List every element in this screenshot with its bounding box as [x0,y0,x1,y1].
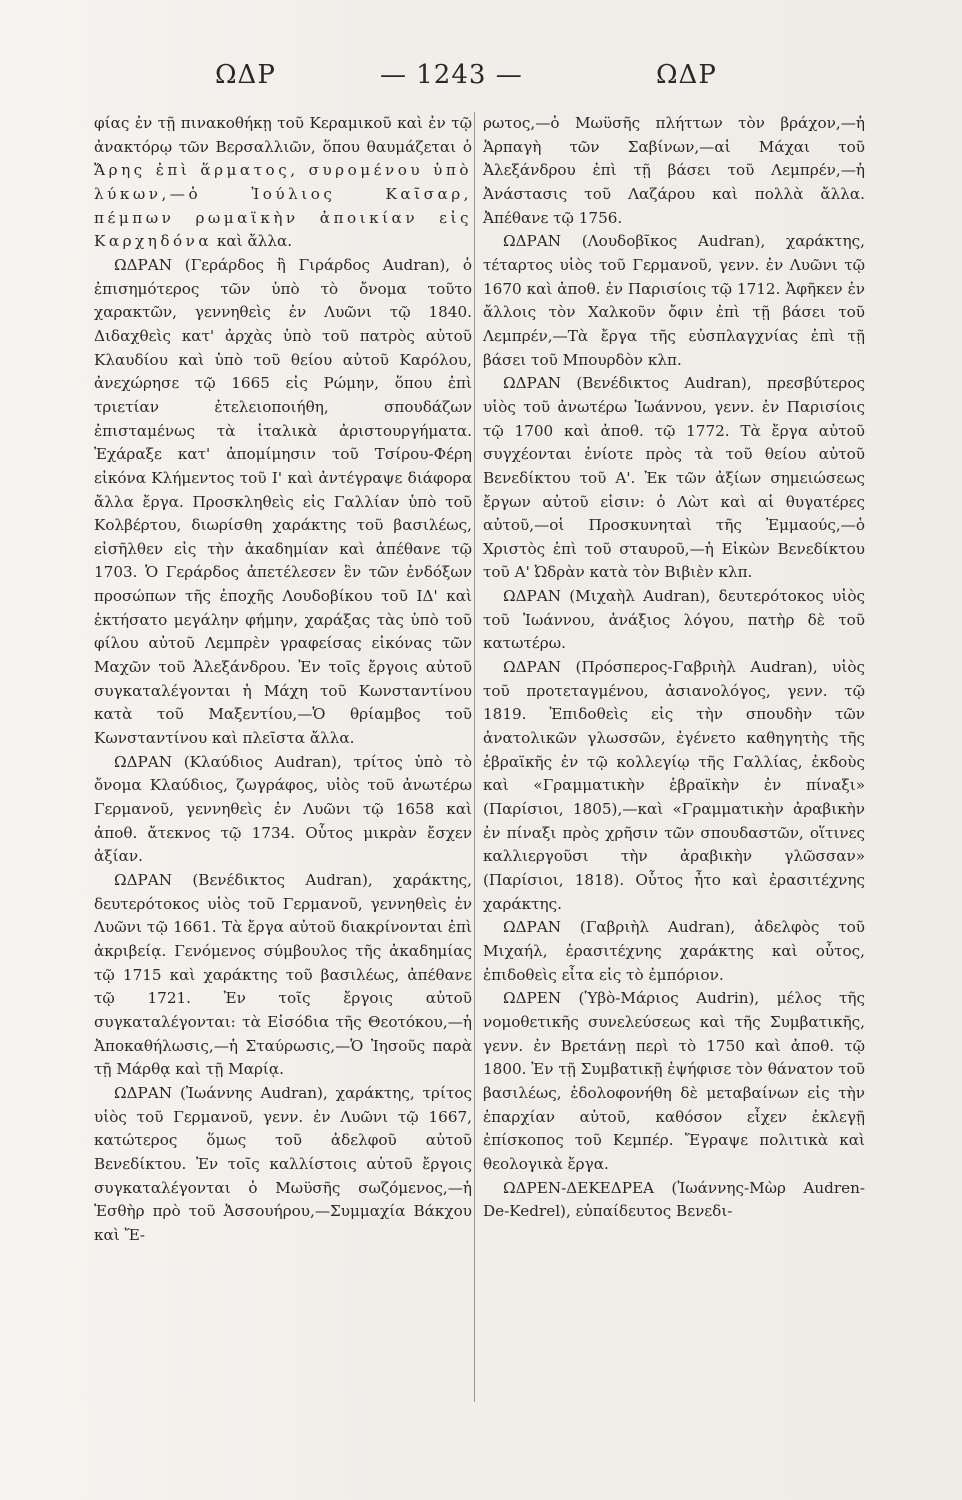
page-header [0,60,962,100]
entry-venediktos-b: ΩΔΡΑΝ (Βενέδικτος Audran), πρεσβύτερος υἱὸς τοῦ ἀνωτέρω Ἰωάννου, γενν. ἐν Παρισίοις τῷ 1700 καὶ ἀποθ. τῷ 1772. Τὰ ἔργα αὐτοῦ συγχέονται ἐνίοτε πρὸς τὰ τοῦ θείου αὐτοῦ Βενεδίκτου τοῦ Α'. Ἐκ τῶν ἀξίων σημειώσεως ἔργων αὐτοῦ εἰσιν: ὁ Λὼτ καὶ αἱ θυγατέρες αὐτοῦ,—οἱ Προσκυνηταὶ τῆς Ἐμμαούς,—ὁ Χριστὸς ἐπὶ τοῦ σταυροῦ,—ἡ Εἰκὼν Βενεδίκτου τοῦ Α' Ὠδρὰν κατὰ τὸν Βιβιὲν κλπ. [483,374,865,582]
entry-odren-yvo: ΩΔΡΕΝ (Ὑβὸ-Μάριος Audrin), μέλος τῆς νομοθετικῆς συνελεύσεως καὶ τῆς Συμβατικῆς, γενν. ἐν Βρετάνῃ περὶ τὸ 1750 καὶ ἀποθ. τῷ 1800. Ἐν τῇ Συμβατικῇ ἐψήφισε τὸν θάνατον τοῦ βασιλέως, ἐδολοφονήθη δὲ μεταβαίνων εἰς τὴν ἐπαρχίαν αὐτοῦ, καθόσον εἶχεν ἐκλεγῇ ἐπίσκοπος τοῦ Κεμπέρ. Ἔγραψε πολιτικὰ καὶ θεολογικὰ ἔργα. [483,989,865,1173]
entry-klaudios: ΩΔΡΑΝ (Κλαύδιος Audran), τρίτος ὑπὸ τὸ ὄνομα Κλαύδιος, ζωγράφος, υἱὸς τοῦ ἀνωτέρω Γερμανοῦ, γεννηθεὶς ἐν Λυῶνι τῷ 1658 καὶ ἀποθ. ἄτεκνος τῷ 1734. Οὗτος μικρὰν ἔσχεν ἀξίαν. [94,752,472,866]
entry-ioannis: ΩΔΡΑΝ (Ἰωάννης Audran), χαράκτης, τρίτος υἱὸς τοῦ Γερμανοῦ, γενν. ἐν Λυῶνι τῷ 1667, κατώτερος ὅμως τοῦ ἀδελφοῦ αὐτοῦ Βενεδίκτου. Ἐν τοῖς καλλίστοις αὐτοῦ ἔργοις συγκαταλέγονται ὁ Μωϋσῆς σωζόμενος,—ἡ Ἐσθὴρ πρὸ τοῦ Ἀσσουήρου,—Συμμαχία Βάκχου καὶ Ἔ- [94,1083,472,1244]
left-cont-end: καὶ ἄλλα. [212,232,293,251]
header-left-word: ΩΔΡ [215,60,276,90]
left-column [94,112,472,1248]
entry-venediktos: ΩΔΡΑΝ (Βενέδικτος Audran), χαράκτης, δευτερότοκος υἱὸς τοῦ Γερμανοῦ, γεννηθεὶς ἐν Λυῶνι τῷ 1661. Τὰ ἔργα αὐτοῦ διακρίνονται ἐπὶ ἀκριβείᾳ. Γενόμενος σύμβουλος τῆς ἀκαδημίας τῷ 1715 καὶ χαράκτης τοῦ βασιλέως, ἀπέθανε τῷ 1721. Ἐν τοῖς ἔργοις αὐτοῦ συγκαταλέγονται: τὰ Εἰσόδια τῆς Θεοτόκου,—ἡ Ἀποκαθήλωσις,—ἡ Σταύρωσις,—Ὁ Ἰησοῦς παρὰ τῇ Μάρθᾳ καὶ τῇ Μαρίᾳ. [94,871,472,1079]
entry-odren-dekedrea: ΩΔΡΕΝ-ΔΕΚΕΔΡΕΑ (Ἰωάννης-Μὼρ Audren-De-Kedrel), εὐπαίδευτος Βενεδι- [483,1178,865,1221]
right-cont: ρωτος,—ὁ Μωϋσῆς πλήττων τὸν βράχον,—ἡ Ἁρπαγὴ τῶν Σαβίνων,—αἱ Μάχαι τοῦ Ἀλεξάνδρου ἐπὶ τῇ βάσει τοῦ Λεμπρέν,—ἡ Ἀνάστασις τοῦ Λαζάρου καὶ πολλὰ ἄλλα. Ἀπέθανε τῷ 1756. [483,114,865,227]
entry-prosperos: ΩΔΡΑΝ (Πρόσπερος-Γαβριὴλ Audran), υἱὸς τοῦ προτεταγμένου, ἀσιανολόγος, γενν. τῷ 1819. Ἐπιδοθεὶς εἰς τὴν σπουδὴν τῶν ἀνατολικῶν γλωσσῶν, ἐγένετο καθηγητὴς τῆς ἑβραϊκῆς ἐν τῷ κολλεγίῳ τῆς Γαλλίας, ἐκδοὺς καὶ «Γραμματικὴν ἑβραϊκὴν ἐν πίναξι» (Παρίσιοι, 1805),—καὶ «Γραμματικὴν ἀραβικὴν ἐν πίναξι πρὸς χρῆσιν τῶν σπουδαστῶν, οἵτινες καλλιεργοῦσι τὴν ἀραβικὴν γλῶσσαν» (Παρίσιοι, 1818). Οὗτος ἦτο καὶ ἐρασιτέχνης χαράκτης. [483,658,865,913]
right-column [483,112,865,1224]
left-cont-start: φίας ἐν τῇ πινακοθήκῃ τοῦ Κεραμικοῦ καὶ ἐν τῷ ἀνακτόρῳ τῶν Βερσαλλιῶν, ὅπου θαυμάζεται ὁ [94,114,472,156]
column-divider [474,112,475,1402]
entry-loudovikos: ΩΔΡΑΝ (Λουδοβῖκος Audran), χαράκτης, τέταρτος υἱὸς τοῦ Γερμανοῦ, γενν. ἐν Λυῶνι τῷ 1670 καὶ ἀποθ. ἐν Παρισίοις τῷ 1712. Ἀφῆκεν ἐν ἄλλοις τὸν Χαλκοῦν ὄφιν ἐπὶ τῇ βάσει τοῦ Λεμπρέν,—Τὰ ἔργα τῆς εὐσπλαγχνίας ἐπὶ τῇ βάσει τοῦ Μπουρδὸν κλπ. [483,232,865,369]
entry-gerardos: ΩΔΡΑΝ (Γεράρδος ἢ Γιράρδος Audran), ὁ ἐπισημότερος τῶν ὑπὸ τὸ ὄνομα τοῦτο χαρακτῶν, γεννηθεὶς ἐν Λυῶνι τῷ 1840. Διδαχθεὶς κατ' ἀρχὰς ὑπὸ τοῦ πατρὸς αὐτοῦ Κλαυδίου καὶ ὑπὸ τοῦ θείου αὐτοῦ Καρόλου, ἀνεχώρησε τῷ 1665 εἰς Ρώμην, ὅπου ἐπὶ τριετίαν ἐτελειοποιήθη, σπουδάζων ἐπισταμένως τὰ ἰταλικὰ ἀριστουργήματα. Ἐχάραξε κατ' ἀπομίμησιν τοῦ Τσίρου-Φέρη εἰκόνα Κλήμεντος τοῦ Ι' καὶ ἀντέγραψε διάφορα ἄλλα ἔργα. Προσκληθεὶς εἰς Γαλλίαν ὑπὸ τοῦ Κολβέρτου, διωρίσθη χαράκτης τοῦ βασιλέως, εἰσῆλθεν εἰς τὴν ἀκαδημίαν καὶ ἀπέθανε τῷ 1703. Ὁ Γεράρδος ἀπετέλεσεν ἓν τῶν ἐνδόξων προσώπων τῆς ἐποχῆς Λουδοβίκου τοῦ ΙΔ' καὶ ἐκτήσατο μεγάλην φήμην, χαράξας τὰς ὑπὸ τοῦ φίλου αὐτοῦ Λεμπρὲν γραφείσας εἰκόνας τῶν Μαχῶν τοῦ Ἀλεξάνδρου. Ἐν τοῖς ἔργοις αὐτοῦ συγκαταλέγονται ἡ Μάχη τοῦ Κωνσταντίνου κατὰ τοῦ Μαξεντίου,—Ὁ θρίαμβος τοῦ Κωνσταντίνου καὶ πλεῖστα ἄλλα. [94,255,472,748]
page-number: — 1243 — [380,60,523,90]
entry-michail: ΩΔΡΑΝ (Μιχαὴλ Audran), δευτερότοκος υἱὸς τοῦ Ἰωάννου, ἀνάξιος λόγου, πατὴρ δὲ τοῦ κατωτέρω. [483,587,865,653]
left-cont-spaced: Ἄρης ἐπὶ ἅρματος, συρομένου ὑπὸ λύκων,—ὁ Ἰούλιος Καῖσαρ, πέμπων ρωμαϊκὴν ἀποικίαν εἰς Καρχηδόνα [94,161,472,251]
header-right-word: ΩΔΡ [656,60,717,90]
entry-gavriil: ΩΔΡΑΝ (Γαβριὴλ Audran), ἀδελφὸς τοῦ Μιχαήλ, ἐρασιτέχνης χαράκτης καὶ οὗτος, ἐπιδοθεὶς εἶτα εἰς τὸ ἐμπόριον. [483,918,865,984]
